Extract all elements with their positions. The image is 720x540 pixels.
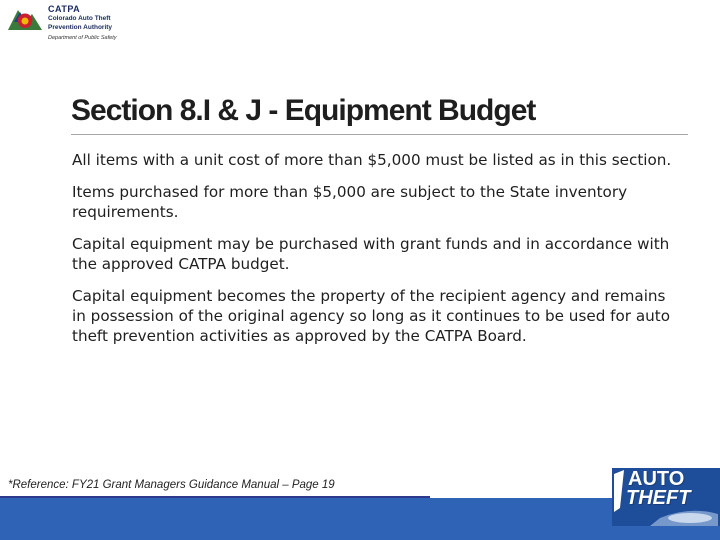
logo-subtitle-line1: Colorado Auto Theft [48,15,111,22]
body-paragraph-3: Capital equipment may be purchased with grant funds and in accordance with the approved CATPA budget. [72,235,670,273]
body-paragraph-4: Capital equipment becomes the property of the recipient agency and remains in possession of the original agency so long as it continues to be used for auto theft prevention activities as approved by the CATPA Board. [72,287,671,345]
logo-name: CATPA [48,4,81,14]
logo-subtitle-line2: Prevention Authority [48,24,113,31]
reference-note: *Reference: FY21 Grant Managers Guidance Manual – Page 19 [8,479,335,491]
logo-text-block [48,3,116,43]
body-paragraph-1: All items with a unit cost of more than $5,000 must be listed as in this section. [72,151,672,169]
title-divider [71,134,688,135]
logo-dept: Department of Public Safety [48,35,117,41]
badge-text-theft: THEFT [626,487,691,509]
catpa-logo-icon [6,4,44,34]
body-paragraph-2: Items purchased for more than $5,000 are subject to the State inventory requirements. [72,183,628,221]
badge-text-auto: AUTO [628,468,685,490]
auto-theft-logo [610,468,720,528]
slide-body [72,150,672,358]
slide-title: Section 8.I & J - Equipment Budget [71,94,536,127]
